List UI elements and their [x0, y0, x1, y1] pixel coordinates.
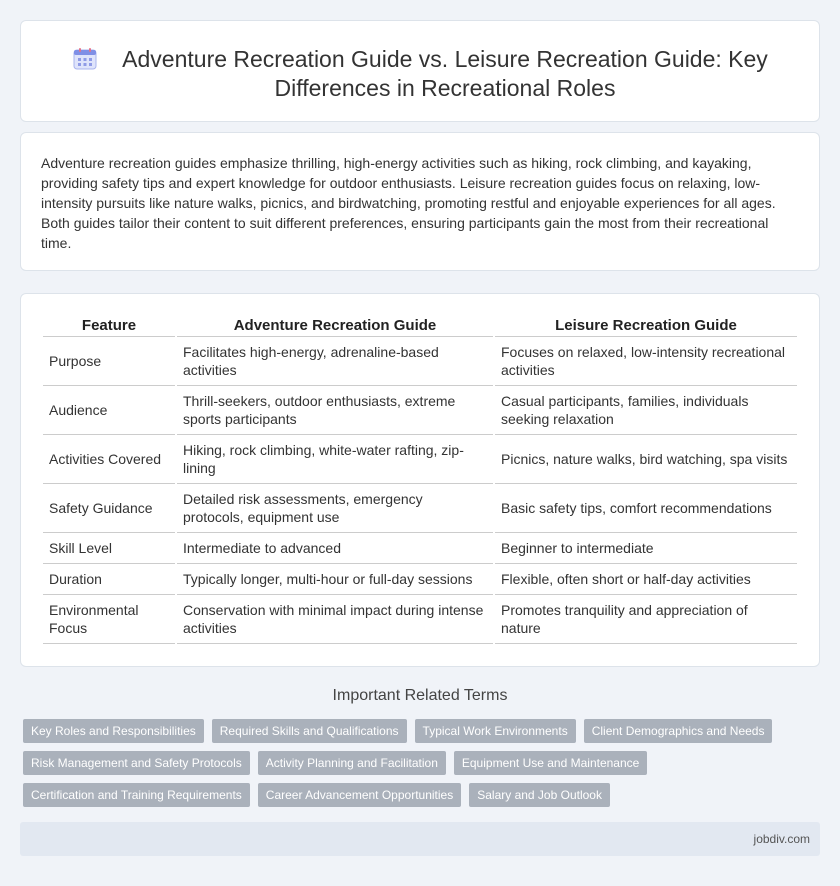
tag-risk-management[interactable]: Risk Management and Safety Protocols	[23, 751, 250, 775]
comparison-card	[20, 293, 820, 667]
title-card	[20, 20, 820, 122]
table-row	[43, 484, 797, 533]
column-header-feature: Feature	[43, 314, 175, 337]
tag-row	[23, 751, 823, 775]
table-row	[43, 337, 797, 386]
feature-cell: Safety Guidance	[43, 484, 175, 533]
tag-key-roles[interactable]: Key Roles and Responsibilities	[23, 719, 204, 743]
leisure-cell: Promotes tranquility and appreciation of nature	[495, 595, 797, 644]
feature-cell: Audience	[43, 386, 175, 435]
feature-cell: Activities Covered	[43, 435, 175, 484]
comparison-table	[41, 314, 799, 644]
tag-salary-outlook[interactable]: Salary and Job Outlook	[469, 783, 610, 807]
tag-certification[interactable]: Certification and Training Requirements	[23, 783, 250, 807]
leisure-cell: Picnics, nature walks, bird watching, spa visits	[495, 435, 797, 484]
leisure-cell: Beginner to intermediate	[495, 533, 797, 564]
tag-activity-planning[interactable]: Activity Planning and Facilitation	[258, 751, 446, 775]
leisure-cell: Basic safety tips, comfort recommendations	[495, 484, 797, 533]
tag-row	[23, 719, 823, 743]
tag-career-advancement[interactable]: Career Advancement Opportunities	[258, 783, 461, 807]
intro-paragraph: Adventure recreation guides emphasize thrilling, high-energy activities such as hiking, rock climbing, and kayaking, providing safety tips and expert knowledge for outdoor enthusiasts. Leisure recreation guides focus on relaxing, low-intensity pursuits like nature walks, picnics, and birdwatching, promoting restful and enjoyable experiences for all ages. Both guides tailor their content to suit different preferences, ensuring participants gain the most from their recreational time.	[41, 155, 776, 251]
feature-cell: Environmental Focus	[43, 595, 175, 644]
adventure-cell: Thrill-seekers, outdoor enthusiasts, extreme sports participants	[177, 386, 493, 435]
tag-required-skills[interactable]: Required Skills and Qualifications	[212, 719, 407, 743]
table-row	[43, 435, 797, 484]
tag-work-environments[interactable]: Typical Work Environments	[415, 719, 576, 743]
table-row	[43, 564, 797, 595]
table-row	[43, 595, 797, 644]
table-row	[43, 386, 797, 435]
feature-cell: Duration	[43, 564, 175, 595]
tag-row	[23, 783, 823, 807]
table-header-row	[43, 314, 797, 337]
intro-card	[20, 132, 820, 271]
tag-client-demographics[interactable]: Client Demographics and Needs	[584, 719, 773, 743]
footer-source[interactable]: jobdiv.com	[753, 832, 810, 846]
adventure-cell: Typically longer, multi-hour or full-day sessions	[177, 564, 493, 595]
table-row	[43, 533, 797, 564]
tag-equipment-use[interactable]: Equipment Use and Maintenance	[454, 751, 647, 775]
column-header-adventure: Adventure Recreation Guide	[177, 314, 493, 337]
column-header-leisure: Leisure Recreation Guide	[495, 314, 797, 337]
page-title: Adventure Recreation Guide vs. Leisure Recreation Guide: Key Differences in Recreational Roles	[122, 46, 768, 101]
adventure-cell: Facilitates high-energy, adrenaline-based activities	[177, 337, 493, 386]
related-terms-heading: Important Related Terms	[332, 687, 508, 704]
adventure-cell: Detailed risk assessments, emergency protocols, equipment use	[177, 484, 493, 533]
footer-bar	[20, 822, 820, 856]
adventure-cell: Intermediate to advanced	[177, 533, 493, 564]
feature-cell: Skill Level	[43, 533, 175, 564]
leisure-cell: Casual participants, families, individuals seeking relaxation	[495, 386, 797, 435]
adventure-cell: Hiking, rock climbing, white-water rafting, zip-lining	[177, 435, 493, 484]
related-terms-list	[23, 719, 823, 815]
leisure-cell: Flexible, often short or half-day activities	[495, 564, 797, 595]
leisure-cell: Focuses on relaxed, low-intensity recreational activities	[495, 337, 797, 386]
adventure-cell: Conservation with minimal impact during intense activities	[177, 595, 493, 644]
feature-cell: Purpose	[43, 337, 175, 386]
